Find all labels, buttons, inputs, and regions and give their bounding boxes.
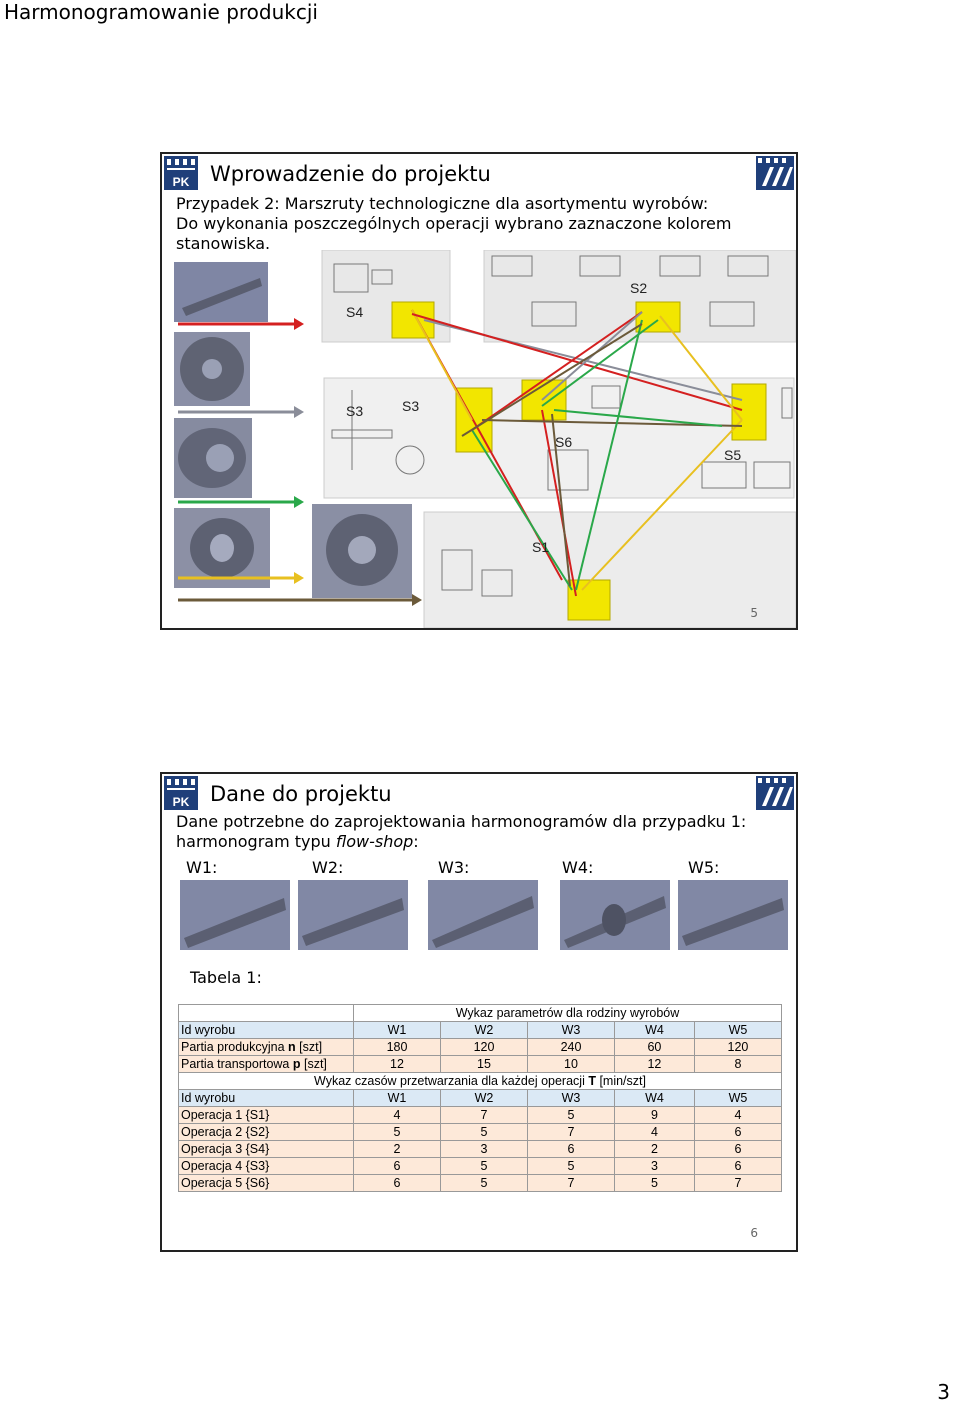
slide-project-data xyxy=(160,772,798,1252)
product-w3-image xyxy=(428,880,538,950)
slide-title: Dane do projektu xyxy=(210,782,392,806)
station-label-s3: S3 xyxy=(346,403,364,419)
station-label-s2: S2 xyxy=(630,280,648,296)
table-section-title: Wykaz parametrów dla rodziny wyrobów xyxy=(354,1005,782,1022)
product-label-w4: W4: xyxy=(562,858,594,877)
slide-number: 5 xyxy=(750,606,758,620)
table-section-title: Wykaz czasów przetwarzania dla każdej operacji T [min/szt] xyxy=(179,1073,782,1090)
document-header: Harmonogramowanie produkcji xyxy=(4,0,318,24)
table-row: Partia transportowa p [szt] 12 15 10 12 8 xyxy=(179,1056,782,1073)
slide-text-line: harmonogram typu flow-shop: xyxy=(176,832,419,851)
product-w4-image xyxy=(560,880,670,950)
slide-text-line: Do wykonania poszczególnych operacji wybrano zaznaczone kolorem xyxy=(176,214,732,233)
slide-text-line: Przypadek 2: Marszruty technologiczne dla asortymentu wyrobów: xyxy=(176,194,709,213)
slide-title: Wprowadzenie do projektu xyxy=(210,162,491,186)
product-label-w3: W3: xyxy=(438,858,470,877)
station-label-s3: S3 xyxy=(402,398,420,414)
station-label-s6: S6 xyxy=(555,434,573,450)
svg-text:PK: PK xyxy=(172,175,190,189)
product-label-w2: W2: xyxy=(312,858,344,877)
product-w2-image xyxy=(298,880,408,950)
product-label-w1: W1: xyxy=(186,858,218,877)
table-row: Id wyrobu W1 W2 W3 W4 W5 xyxy=(179,1022,782,1039)
product-w5-image xyxy=(678,880,788,950)
table-row: Operacja 4 {S3} 6 5 5 3 6 xyxy=(179,1158,782,1175)
station-label-s4: S4 xyxy=(346,304,364,320)
pk-logo-icon xyxy=(164,156,198,190)
faculty-logo-icon xyxy=(756,776,794,810)
table-row: Id wyrobu W1 W2 W3 W4 W5 xyxy=(179,1090,782,1107)
slide-introduction xyxy=(160,152,798,630)
station-label-s1: S1 xyxy=(532,539,550,555)
faculty-logo-icon xyxy=(756,156,794,190)
table-row: Operacja 3 {S4} 2 3 6 2 6 xyxy=(179,1141,782,1158)
slide-text-line: stanowiska. xyxy=(176,234,271,253)
table-row: Operacja 1 {S1} 4 7 5 9 4 xyxy=(179,1107,782,1124)
product-label-w5: W5: xyxy=(688,858,720,877)
slide-text-line: Dane potrzebne do zaprojektowania harmonogramów dla przypadku 1: xyxy=(176,812,747,831)
svg-text:PK: PK xyxy=(172,795,190,809)
parameters-table xyxy=(178,1004,782,1192)
table-row: Operacja 5 {S6} 6 5 7 5 7 xyxy=(179,1175,782,1192)
product-w1-image xyxy=(180,880,290,950)
slide-number: 6 xyxy=(750,1226,758,1240)
page-number: 3 xyxy=(937,1380,950,1404)
station-label-s5: S5 xyxy=(724,447,742,463)
routing-diagram xyxy=(162,250,796,628)
table-caption: Tabela 1: xyxy=(190,968,262,987)
pk-logo-icon xyxy=(164,776,198,810)
table-row: Operacja 2 {S2} 5 5 7 4 6 xyxy=(179,1124,782,1141)
table-row: Partia produkcyjna n [szt] 180 120 240 60 120 xyxy=(179,1039,782,1056)
